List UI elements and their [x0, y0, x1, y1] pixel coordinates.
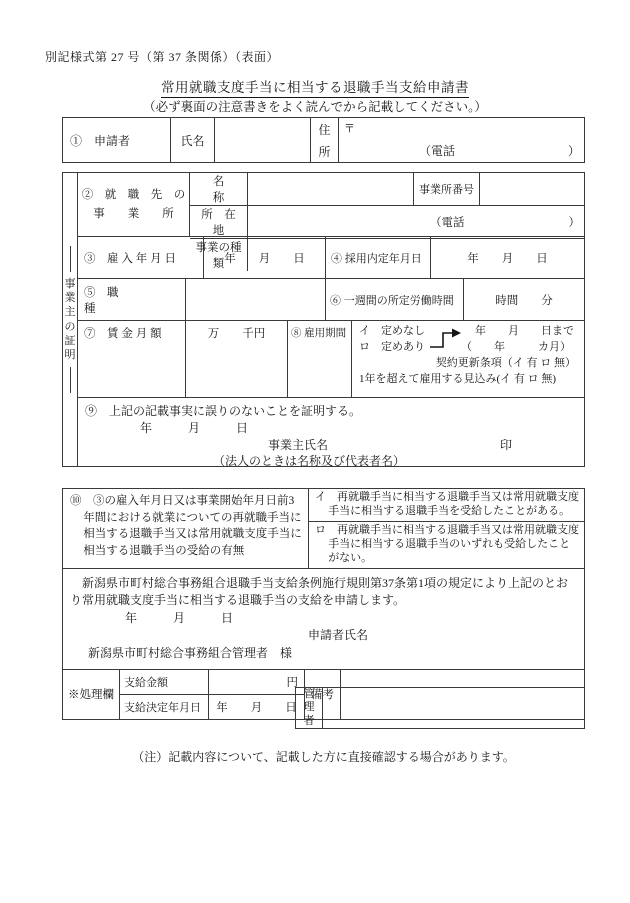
over-one-year: 1年を超えて雇用する見込み(イ 有 ロ 無)	[359, 372, 557, 385]
applicant-name-sign-label: 申請者氏名	[308, 628, 369, 643]
processing-label: ※処理欄	[63, 670, 120, 719]
form-number: 別記様式第 27 号（第 37 条関係）（表面）	[45, 50, 280, 64]
certify-date: 年 月 日	[140, 420, 249, 435]
applicant-table	[62, 117, 585, 163]
occupation-label: ⑤ 職 種	[78, 279, 186, 320]
side-bar-top	[70, 246, 71, 272]
workplace-address-field: （電話 ）	[248, 206, 584, 238]
workplace-name-label: 名 称	[190, 173, 248, 205]
workplace-phone-label: （電話	[430, 217, 465, 229]
side-bar-bottom	[70, 367, 71, 393]
employer-name-label: 事業主氏名	[268, 437, 329, 452]
applicant-phone-label: （電話	[419, 144, 456, 158]
employment-period-field	[352, 321, 584, 397]
renewal-clause: 契約更新条項（イ 有 ロ 無）	[435, 356, 576, 369]
receipt-option-received: イ 再就職手当に相当する退職手当又は常用就職支度手当に相当する退職手当を受給したことがある。	[309, 489, 584, 522]
weekly-hours-field: 時間 分	[495, 294, 553, 307]
employer-certification-table	[62, 172, 585, 467]
payment-amount-field: 円	[209, 670, 304, 695]
addressee: 新潟県市町村総合事務組合管理者 様	[88, 646, 293, 661]
application-date: 年 月 日	[125, 610, 234, 625]
footer-note: （注）記載内容について、記載した方に直接確認する場合があります。	[132, 750, 515, 764]
period-duration: （ 年 カ月）	[461, 340, 571, 353]
occupation-row	[78, 279, 584, 321]
wage-employment-row	[78, 321, 584, 398]
application-table	[62, 488, 585, 720]
application-statement-block	[63, 568, 584, 669]
employer-certification-side-label: 事業主の証明	[63, 173, 78, 466]
hire-date-label: ③ 雇 入 年 月 日	[78, 237, 204, 278]
applicant-address-label: 住 所	[311, 118, 339, 162]
payment-amount-label: 支給金額	[120, 670, 208, 695]
applicant-name-label: 氏名	[171, 118, 215, 162]
seal-mark: 印	[499, 437, 512, 452]
monthly-wage-label: ⑦ 賃 金 月 額	[78, 321, 186, 397]
applicant-address-field: 〒 （電話 ）	[339, 118, 584, 162]
monthly-wage-field: 万 千円	[186, 321, 288, 397]
employment-period-label: ⑧ 雇用期間	[288, 321, 352, 397]
elbow-arrow-icon	[428, 326, 462, 352]
hire-date-row	[78, 237, 584, 279]
corporation-note: （法人のときは名称及び代表者名）	[213, 454, 406, 469]
remarks-label: 備考	[305, 670, 341, 719]
workplace-label: ② 就 職 先 の 事 業 所	[78, 173, 190, 236]
weekly-hours-label: ⑥ 一週間の所定労働時間	[326, 279, 464, 320]
applicant-label: ① 申請者	[63, 118, 171, 162]
payment-decision-label: 支給決定年月日	[124, 701, 201, 714]
offer-date-field: 年 月 日	[467, 252, 548, 265]
receipt-option-not-received: ロ 再就職手当に相当する退職手当又は常用就職支度手当に相当する退職手当のいずれも受給したことがない。	[315, 523, 579, 564]
hire-date-field: 年 月 日	[204, 237, 326, 278]
occupation-field	[186, 279, 326, 320]
manager-label: 管理者	[296, 688, 323, 728]
office-number-field	[480, 173, 584, 205]
period-until: 年 月 日まで	[475, 325, 574, 337]
office-number-label: 事業所番号	[414, 173, 480, 205]
workplace-address-label: 所 在 地	[190, 206, 248, 238]
certify-statement: ⑨ 上記の記載事実に誤りのないことを証明する。	[85, 404, 362, 418]
page-title: 常用就職支度手当に相当する退職手当支給申請書	[161, 76, 469, 98]
receipt-history-row	[63, 489, 584, 568]
offer-date-label: ④ 採用内定年月日	[326, 237, 431, 278]
workplace-name-field	[248, 173, 414, 205]
applicant-name-field	[215, 118, 311, 162]
application-statement: 新潟県市町村総合事務組合退職手当支給条例施行規則第37条第1項の規定により上記のとおり常用就職支度手当に相当する退職手当の支給を申請します。	[70, 575, 569, 608]
payment-decision-field: 年 月 日	[216, 701, 297, 714]
business-type-label: 事業の種類	[190, 239, 248, 271]
receipt-history-question: ⑩ ③の雇入年月日又は事業開始年月日前3年間における就業についての再就職手当に相当する退職手当又は常用就職支度手当に相当する退職手当の受給の有無	[63, 489, 309, 568]
manager-signature-area	[62, 688, 585, 729]
period-fixed-option: ロ 定めあり	[359, 340, 425, 353]
manager-signature-field	[323, 688, 584, 728]
certify-row	[78, 398, 584, 469]
period-none-option: イ 定めなし	[359, 325, 425, 337]
postal-mark-icon: 〒	[344, 123, 355, 135]
page-subtitle: （必ず裏面の注意書きをよく読んでから記載してください。）	[143, 100, 487, 114]
